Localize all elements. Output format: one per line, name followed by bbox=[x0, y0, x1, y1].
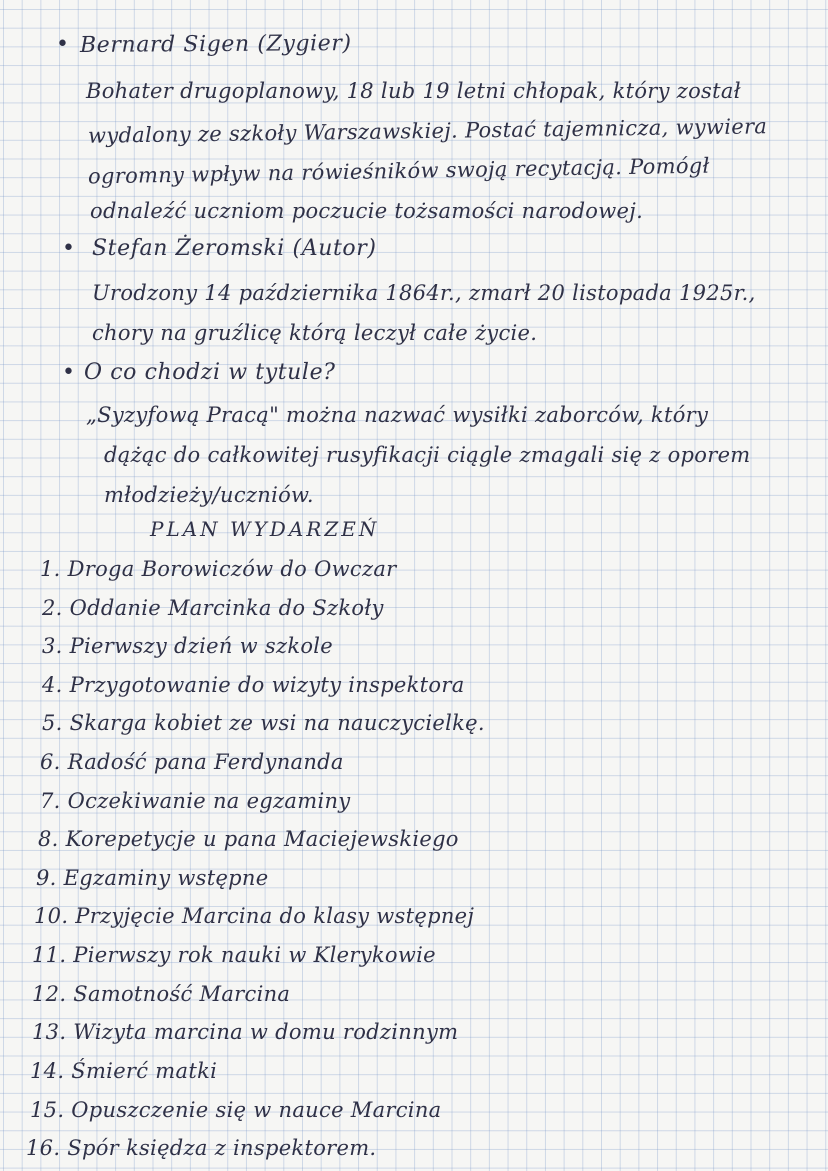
section-line: chory na gruźlicę którą leczył całe życie. bbox=[92, 321, 538, 345]
plan-item: 8. Korepetycje u pana Maciejewskiego bbox=[38, 827, 459, 851]
plan-item: 16. Spór księdza z inspektorem. bbox=[26, 1136, 377, 1160]
plan-item: 5. Skarga kobiet ze wsi na nauczycielkę. bbox=[42, 711, 485, 735]
plan-item: 11. Pierwszy rok nauki w Klerykowie bbox=[32, 943, 436, 967]
plan-item: 10. Przyjęcie Marcina do klasy wstępnej bbox=[34, 904, 475, 928]
section-heading-zeromski: Stefan Żeromski (Autor) bbox=[92, 236, 377, 261]
section-heading-bernard: Bernard Sigen (Zygier) bbox=[79, 31, 352, 58]
plan-item: 15. Opuszczenie się w nauce Marcina bbox=[30, 1098, 442, 1122]
bullet-dot: • bbox=[62, 360, 75, 385]
plan-item: 2. Oddanie Marcinka do Szkoły bbox=[42, 596, 384, 620]
section-line: ogromny wpływ na rówieśników swoją recytacją. Pomógł bbox=[87, 153, 710, 189]
bullet-dot: • bbox=[56, 32, 69, 57]
section-line: Urodzony 14 października 1864r., zmarł 20 listopada 1925r., bbox=[92, 281, 756, 305]
plan-item: 6. Radość pana Ferdynanda bbox=[40, 750, 344, 774]
plan-item: 1. Droga Borowiczów do Owczar bbox=[40, 557, 397, 581]
plan-item: 9. Egzaminy wstępne bbox=[36, 866, 269, 890]
section-line: dążąc do całkowitej rusyfikacji ciągle zmagali się z oporem bbox=[104, 443, 751, 467]
plan-item: 7. Oczekiwanie na egzaminy bbox=[40, 789, 351, 813]
plan-item: 4. Przygotowanie do wizyty inspektora bbox=[42, 673, 465, 697]
section-heading-title-meaning: O co chodzi w tytule? bbox=[84, 360, 336, 385]
section-line: Bohater drugoplanowy, 18 lub 19 letni chłopak, który został bbox=[86, 79, 741, 103]
bullet-dot: • bbox=[62, 236, 75, 261]
plan-item: 3. Pierwszy dzień w szkole bbox=[42, 634, 334, 658]
plan-item: 14. Śmierć matki bbox=[30, 1059, 218, 1083]
section-line: wydalony ze szkoły Warszawskiej. Postać tajemnicza, wywiera bbox=[87, 114, 768, 148]
plan-title: PLAN WYDARZEŃ bbox=[150, 517, 380, 541]
section-line: odnaleźć uczniom poczucie tożsamości narodowej. bbox=[90, 199, 644, 223]
section-line: młodzieży/uczniów. bbox=[104, 483, 314, 507]
plan-item: 13. Wizyta marcina w domu rodzinnym bbox=[32, 1020, 459, 1044]
plan-item: 12. Samotność Marcina bbox=[32, 982, 291, 1006]
section-line: „Syzyfową Pracą" można nazwać wysiłki zaborców, który bbox=[86, 403, 709, 427]
